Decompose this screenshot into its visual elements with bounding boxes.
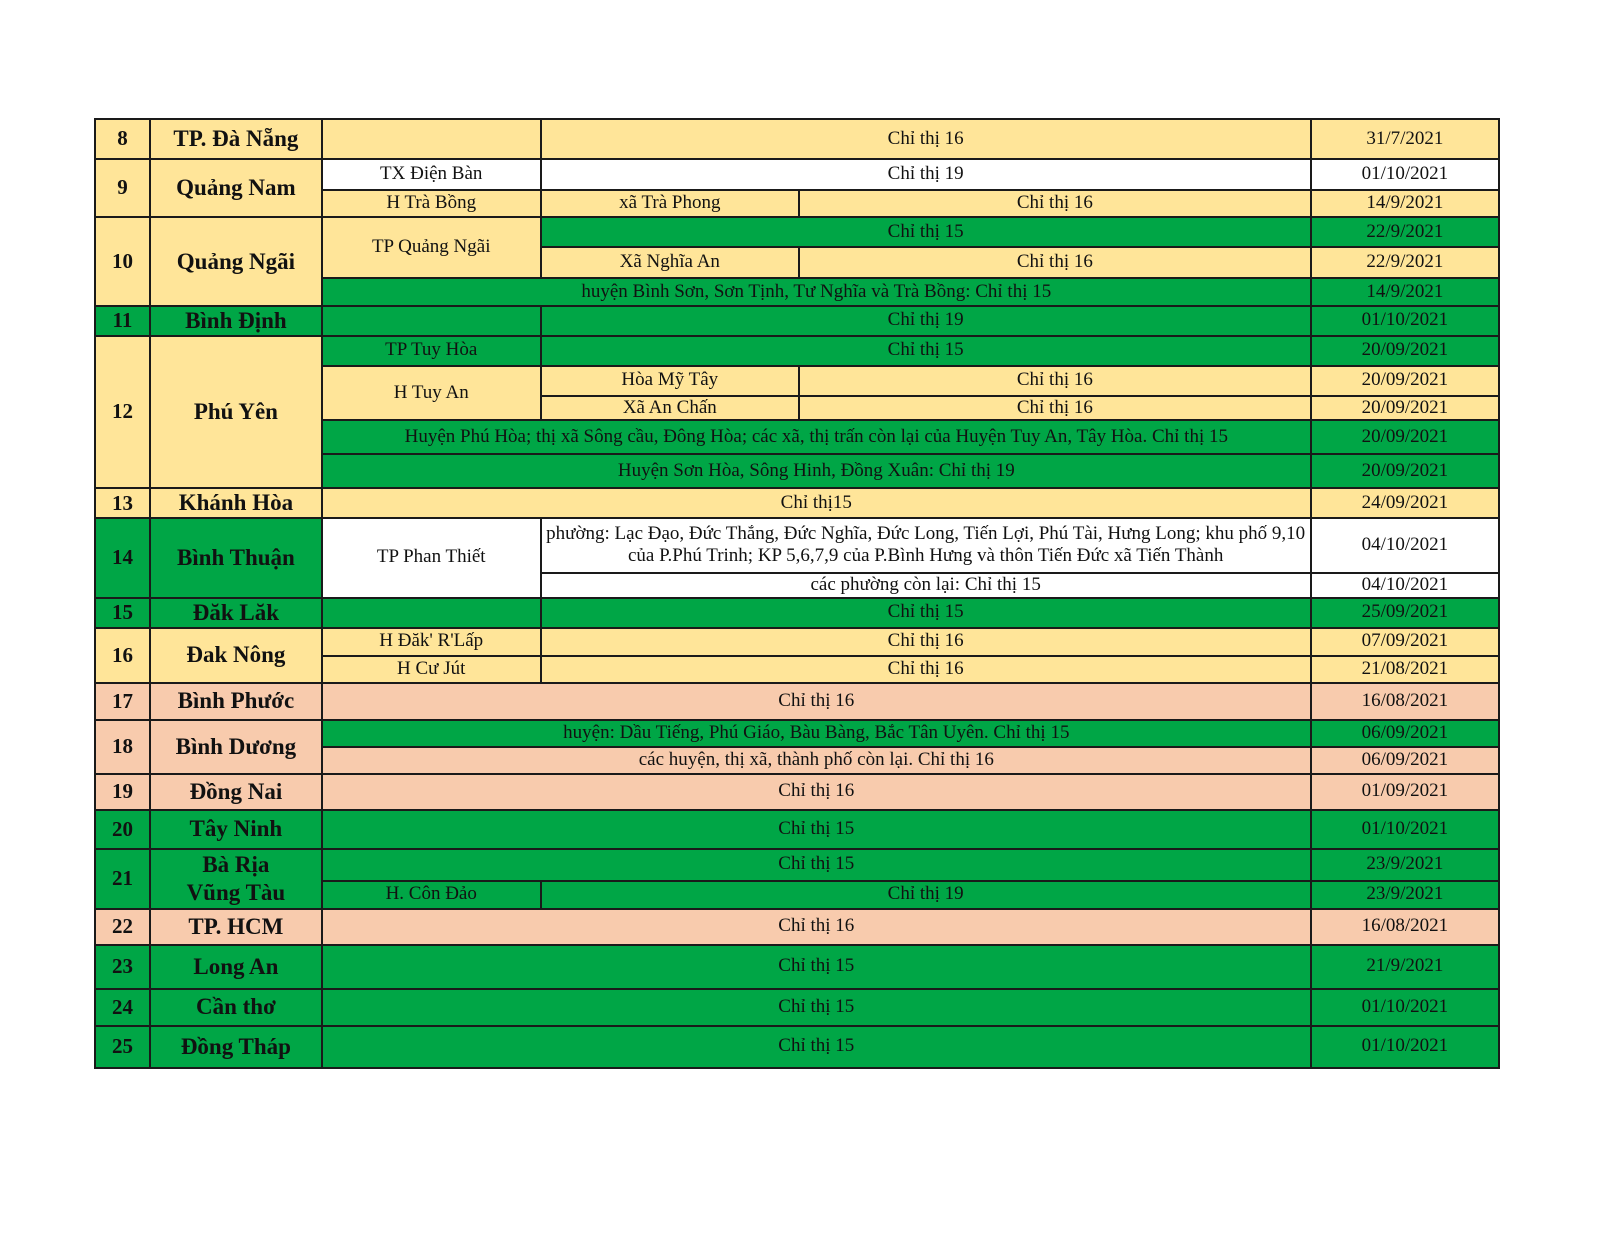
table-row [95,159,1499,190]
province-name: Tây Ninh [150,810,322,849]
date-cell: 01/09/2021 [1311,774,1499,810]
table-row [95,909,1499,945]
row-number: 10 [95,217,150,306]
row-number: 16 [95,628,150,683]
date-cell: 25/09/2021 [1311,598,1499,628]
province-name: Khánh Hòa [150,488,322,518]
date-cell: 01/10/2021 [1311,1026,1499,1068]
covid-measures-table [94,118,1500,1069]
table-row [95,810,1499,849]
measure-cell: phường: Lạc Đạo, Đức Thắng, Đức Nghĩa, Đức Long, Tiến Lợi, Phú Tài, Hưng Long; khu phố 9,10 của P.Phú Trinh; KP 5,6,7,9 của P.Bình Hưng và thôn Tiến Đức xã Tiến Thành [541,518,1311,573]
date-cell: 01/10/2021 [1311,159,1499,190]
row-number: 21 [95,849,150,909]
measure-cell: Chỉ thị 16 [322,774,1311,810]
date-cell: 23/9/2021 [1311,849,1499,881]
measure-cell: Huyện Sơn Hòa, Sông Hinh, Đồng Xuân: Chỉ thị 19 [322,454,1311,488]
province-name: TP. HCM [150,909,322,945]
date-cell: 21/9/2021 [1311,945,1499,989]
table-row [95,628,1499,656]
commune-cell: Xã Nghĩa An [541,247,799,278]
district-cell: TP Phan Thiết [322,518,541,598]
measure-cell: Chỉ thị 16 [799,247,1311,278]
date-cell: 01/10/2021 [1311,810,1499,849]
measure-cell: Chỉ thị 19 [541,881,1311,909]
date-cell: 21/08/2021 [1311,656,1499,683]
measure-cell: Chỉ thị 16 [799,190,1311,217]
measure-cell: Chỉ thị 15 [541,598,1311,628]
measure-cell: Chỉ thị 15 [322,945,1311,989]
date-cell: 22/9/2021 [1311,247,1499,278]
measure-cell: Chỉ thị 19 [541,306,1311,336]
date-cell: 04/10/2021 [1311,573,1499,598]
district-cell [322,306,541,336]
table-row [95,945,1499,989]
district-cell: TP Quảng Ngãi [322,217,541,278]
measure-cell: Chỉ thị 15 [322,849,1311,881]
date-cell: 31/7/2021 [1311,119,1499,159]
date-cell: 23/9/2021 [1311,881,1499,909]
row-number: 15 [95,598,150,628]
row-number: 9 [95,159,150,217]
province-name: Bình Thuận [150,518,322,598]
province-name: Quảng Ngãi [150,217,322,306]
date-cell: 20/09/2021 [1311,366,1499,396]
row-number: 13 [95,488,150,518]
district-cell: H Đăk' R'Lấp [322,628,541,656]
district-cell: TP Tuy Hòa [322,336,541,366]
province-name-line1: Bà Rịa [202,852,270,878]
measure-cell: Chỉ thị 15 [541,217,1311,247]
row-number: 18 [95,720,150,774]
measure-cell: Chỉ thị 19 [541,159,1311,190]
measure-cell: các phường còn lại: Chỉ thị 15 [541,573,1311,598]
table-row [95,849,1499,881]
row-number: 25 [95,1026,150,1068]
province-name-line2: Vũng Tàu [186,879,286,905]
date-cell: 14/9/2021 [1311,190,1499,217]
table-row [95,683,1499,720]
province-name: Phú Yên [150,336,322,489]
measure-cell: Chỉ thị 15 [322,810,1311,849]
district-cell: H Trà Bồng [322,190,541,217]
date-cell: 06/09/2021 [1311,720,1499,747]
date-cell: 16/08/2021 [1311,683,1499,720]
measure-cell: các huyện, thị xã, thành phố còn lại. Chỉ thị 16 [322,747,1311,774]
measure-cell: Chỉ thị 16 [799,396,1311,421]
measure-cell: Chỉ thị 15 [541,336,1311,366]
province-name: Đăk Lăk [150,598,322,628]
measure-cell: Chỉ thị 16 [799,366,1311,396]
row-number: 20 [95,810,150,849]
date-cell: 24/09/2021 [1311,488,1499,518]
row-number: 24 [95,989,150,1026]
row-number: 8 [95,119,150,159]
table-row [95,119,1499,159]
province-name: Đồng Tháp [150,1026,322,1068]
province-name: Long An [150,945,322,989]
province-name: Bình Dương [150,720,322,774]
province-name [150,849,322,909]
table-row [95,488,1499,518]
date-cell: 22/9/2021 [1311,217,1499,247]
date-cell: 20/09/2021 [1311,454,1499,488]
row-number: 14 [95,518,150,598]
table-row [95,989,1499,1026]
row-number: 11 [95,306,150,336]
measure-cell: Chỉ thị 15 [322,1026,1311,1068]
table-row [95,306,1499,336]
province-name: TP. Đà Nẵng [150,119,322,159]
table-row [95,598,1499,628]
date-cell: 06/09/2021 [1311,747,1499,774]
row-number: 12 [95,336,150,489]
table-row [95,336,1499,366]
province-name: Đak Nông [150,628,322,683]
table-row [95,720,1499,747]
date-cell: 14/9/2021 [1311,278,1499,306]
table-row [95,518,1499,573]
province-name: Bình Phước [150,683,322,720]
table-row [95,217,1499,247]
province-name: Bình Định [150,306,322,336]
table-row [95,774,1499,810]
measure-cell: Chỉ thị 16 [541,628,1311,656]
date-cell: 16/08/2021 [1311,909,1499,945]
district-cell: H Cư Jút [322,656,541,683]
row-number: 23 [95,945,150,989]
date-cell: 01/10/2021 [1311,306,1499,336]
measure-cell: Chỉ thị 15 [322,989,1311,1026]
measure-cell: Chỉ thị 16 [322,909,1311,945]
commune-cell: xã Trà Phong [541,190,799,217]
date-cell: 20/09/2021 [1311,420,1499,454]
measure-cell: Chỉ thị15 [322,488,1311,518]
measure-cell: huyện: Dầu Tiếng, Phú Giáo, Bàu Bàng, Bắc Tân Uyên. Chỉ thị 15 [322,720,1311,747]
province-name: Cần thơ [150,989,322,1026]
district-cell: TX Điện Bàn [322,159,541,190]
district-cell: H. Côn Đảo [322,881,541,909]
date-cell: 07/09/2021 [1311,628,1499,656]
province-name: Đồng Nai [150,774,322,810]
row-number: 22 [95,909,150,945]
commune-cell: Xã An Chấn [541,396,799,421]
row-number: 17 [95,683,150,720]
measure-cell: Chỉ thị 16 [322,683,1311,720]
table-row [95,1026,1499,1068]
district-cell: H Tuy An [322,366,541,421]
measure-cell: Huyện Phú Hòa; thị xã Sông cầu, Đông Hòa; các xã, thị trấn còn lại của Huyện Tuy An, Tây Hòa. Chỉ thị 15 [322,420,1311,454]
district-cell [322,598,541,628]
date-cell: 20/09/2021 [1311,396,1499,421]
date-cell: 01/10/2021 [1311,989,1499,1026]
date-cell: 20/09/2021 [1311,336,1499,366]
district-cell [322,119,541,159]
measure-cell: Chỉ thị 16 [541,119,1311,159]
date-cell: 04/10/2021 [1311,518,1499,573]
commune-cell: Hòa Mỹ Tây [541,366,799,396]
measure-cell: huyện Bình Sơn, Sơn Tịnh, Tư Nghĩa và Trà Bồng: Chỉ thị 15 [322,278,1311,306]
province-name: Quảng Nam [150,159,322,217]
row-number: 19 [95,774,150,810]
measure-cell: Chỉ thị 16 [541,656,1311,683]
